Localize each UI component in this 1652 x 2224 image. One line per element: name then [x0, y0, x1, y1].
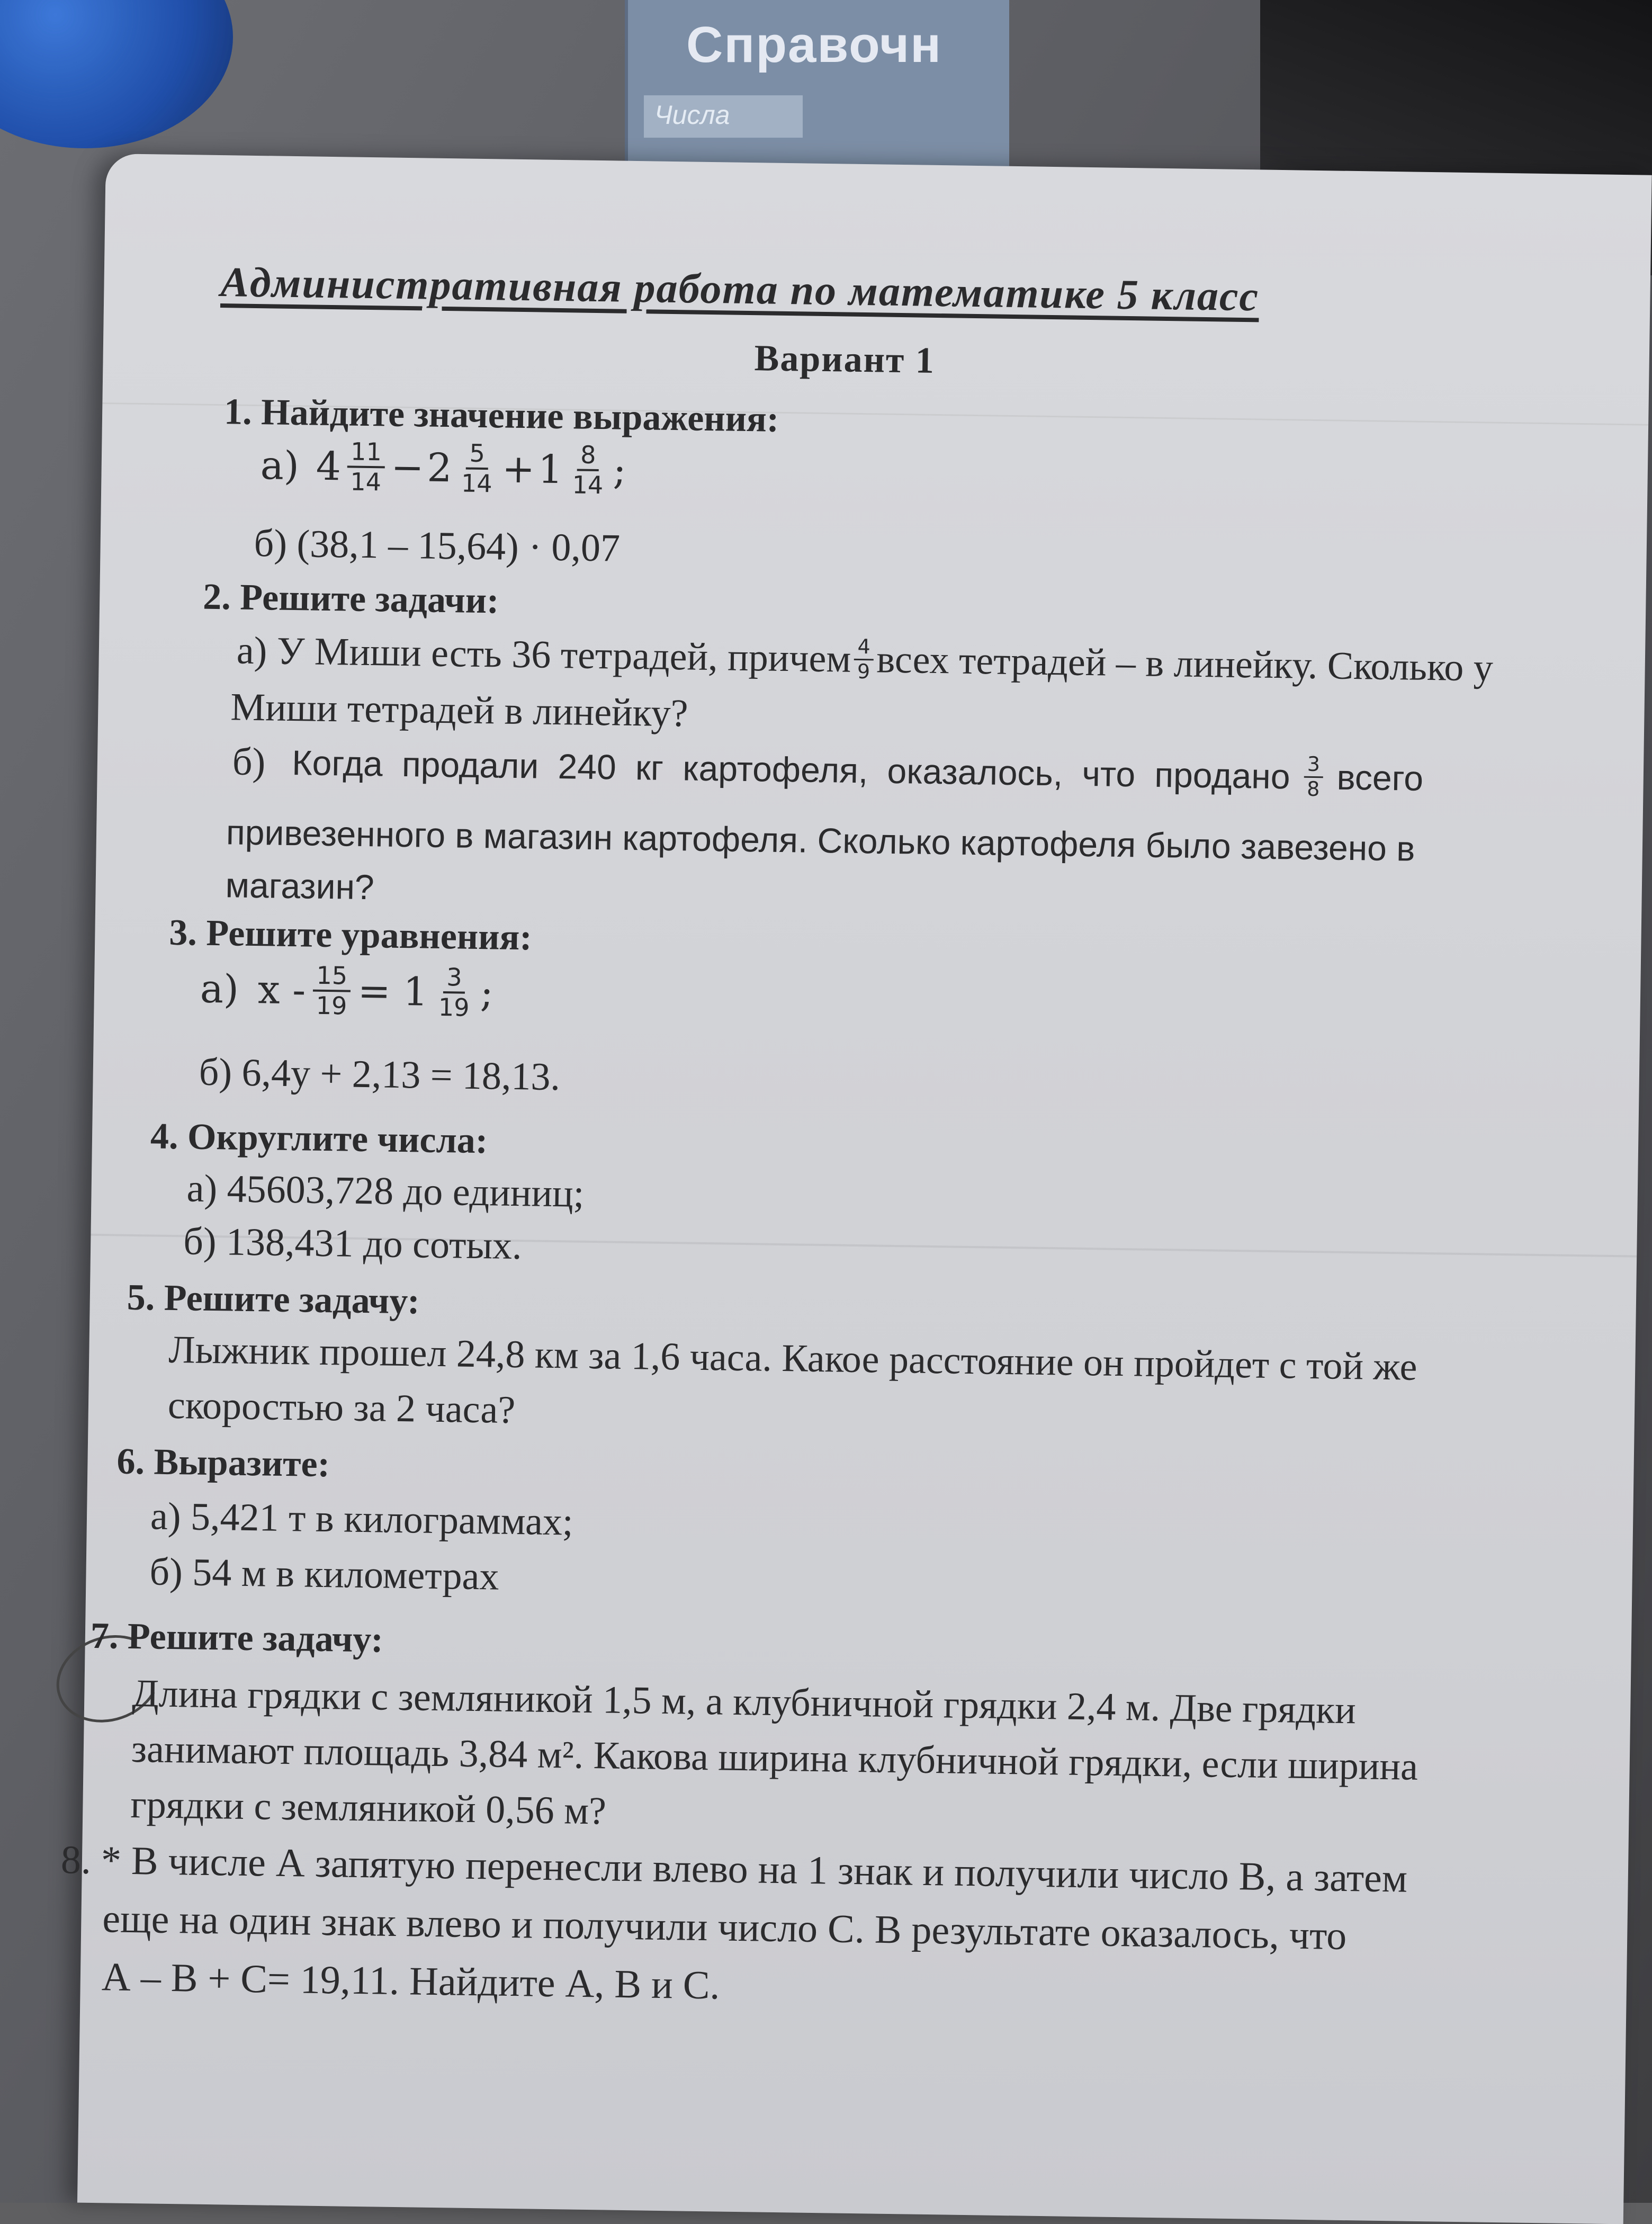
- operator: −: [390, 444, 425, 491]
- denominator: 19: [438, 992, 470, 1022]
- reference-book-tab-label: Числа: [654, 100, 730, 130]
- task-2b-line2: привезенного в магазин картофеля. Сколько картофеля было завезено в: [226, 812, 1415, 868]
- task-2b-label: б): [232, 740, 266, 784]
- denominator: 14: [461, 469, 493, 498]
- task-5-heading: 5. Решите задачу:: [127, 1277, 420, 1322]
- fraction: [347, 437, 385, 496]
- worksheet-paper: [60, 154, 1652, 2224]
- fraction: [854, 635, 874, 684]
- task-3b-equation: б) 6,4y + 2,13 = 18,13.: [199, 1050, 561, 1099]
- numerator: 11: [347, 437, 385, 468]
- operator: +: [501, 446, 535, 492]
- task-1a-label: а): [260, 443, 300, 489]
- numerator: 3: [1304, 753, 1323, 778]
- fraction: [1304, 753, 1323, 801]
- task-2b-text-start: Когда продали 240 кг картофеля, оказалось, что продано: [291, 743, 1290, 796]
- semicolon: ;: [480, 970, 494, 1016]
- mixed-whole: 2: [426, 445, 453, 491]
- task-7-heading: 7. Решите задачу:: [90, 1615, 384, 1661]
- task-2b-text-end: всего: [1336, 757, 1424, 799]
- numerator: 5: [466, 440, 488, 470]
- task-1a-expression: [260, 436, 626, 499]
- task-1-heading: 1. Найдите значение выражения:: [223, 391, 779, 440]
- task-8-line3: А – В + С= 19,11. Найдите А, В и С.: [101, 1954, 721, 2008]
- task-6b: б) 54 м в километрах: [149, 1550, 500, 1599]
- equation-lhs: x -: [257, 967, 306, 1014]
- document-title: Административная работа по математике 5 класс: [220, 259, 1260, 320]
- task-5-line1: Лыжник прошел 24,8 км за 1,6 часа. Какое расстояние он пройдет с той же: [168, 1328, 1418, 1389]
- mixed-whole: 1: [537, 446, 563, 492]
- equation-rhs: = 1: [357, 968, 428, 1015]
- task-2b-line3: магазин?: [225, 865, 375, 907]
- denominator: 14: [572, 470, 604, 500]
- denominator: 9: [857, 659, 870, 683]
- task-5-line2: скоростью за 2 часа?: [167, 1383, 516, 1432]
- task-6-heading: 6. Выразите:: [116, 1441, 330, 1485]
- variant-label: Вариант 1: [754, 338, 936, 381]
- task-3-heading: 3. Решите уравнения:: [168, 912, 533, 958]
- denominator: 14: [350, 467, 382, 497]
- task-3a-label: а): [200, 966, 239, 1012]
- task-2a-line1: [236, 627, 1493, 692]
- task-8-line2: еще на один знак влево и получили число С. В результате оказалось, что: [102, 1896, 1347, 1959]
- numerator: 15: [313, 962, 351, 992]
- task-2a-text-start: а) У Миши есть 36 тетрадей, причем: [236, 629, 851, 681]
- task-7-line2: занимают площадь 3,84 м². Какова ширина клубничной грядки, если ширина: [131, 1727, 1418, 1789]
- denominator: 19: [316, 991, 347, 1020]
- task-7-line1: Длина грядки с земляникой 1,5 м, а клубничной грядки 2,4 м. Две грядки: [131, 1671, 1357, 1733]
- numerator: 3: [443, 963, 465, 993]
- task-4-heading: 4. Округлите числа:: [150, 1116, 488, 1162]
- task-2b-line1: [232, 738, 1423, 802]
- task-2a-text-end: всех тетрадей – в линейку. Сколько у: [876, 638, 1494, 690]
- task-8-line1: 8. * В числе А запятую перенесли влево на 1 знак и получили число В, а затем: [60, 1837, 1408, 1901]
- mixed-whole: 4: [316, 443, 342, 490]
- fraction: [435, 963, 473, 1022]
- task-6a: а) 5,421 т в килограммах;: [150, 1494, 574, 1544]
- reference-book-title: Справочн: [686, 16, 942, 73]
- numerator: 8: [577, 441, 599, 471]
- task-4b: б) 138,431 до сотых.: [183, 1219, 523, 1268]
- task-4a: а) 45603,728 до единиц;: [186, 1167, 585, 1216]
- task-2a-line2: Миши тетрадей в линейку?: [230, 685, 689, 736]
- fraction: [458, 439, 496, 498]
- task-3a-equation: [200, 960, 493, 1023]
- fraction: [312, 962, 351, 1020]
- task-2-heading: 2. Решите задачи:: [202, 576, 499, 622]
- task-7-line3: грядки с земляникой 0,56 м?: [130, 1782, 607, 1833]
- denominator: 8: [1306, 777, 1320, 801]
- task-1b-expression: б) (38,1 – 15,64) · 0,07: [254, 521, 621, 570]
- fraction: [569, 441, 607, 499]
- numerator: 4: [854, 635, 874, 660]
- semicolon: ;: [613, 447, 627, 494]
- reference-book-tab: [644, 95, 803, 138]
